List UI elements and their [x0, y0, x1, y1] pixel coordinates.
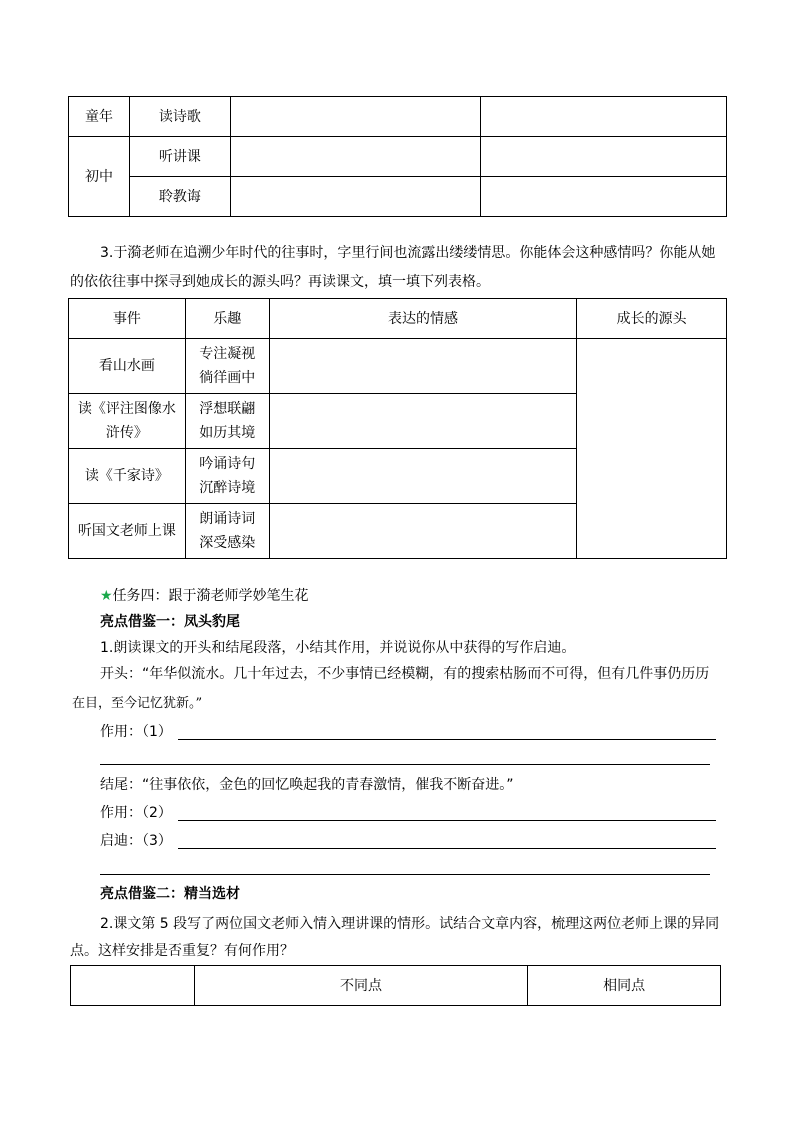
header-emotion: 表达的情感 — [269, 299, 576, 339]
question-1: 1.朗读课文的开头和结尾段落，小结其作用，并说说你从中获得的写作启迪。 — [100, 640, 576, 656]
cell-blank[interactable] — [481, 97, 727, 137]
cell-stage: 童年 — [69, 97, 130, 137]
cell-activity: 读诗歌 — [129, 97, 230, 137]
question-2-line2: 点。这样安排是否重复？有何作用？ — [70, 943, 294, 959]
table-growth — [68, 298, 727, 559]
ending-quote: 结尾：“往事依依，金色的回忆唤起我的青春激情，催我不断奋进。” — [100, 777, 514, 793]
event-text: 看山水画 — [98, 358, 155, 374]
inspire-label: 启迪：（3） — [100, 833, 172, 849]
table-header-row — [69, 299, 727, 339]
highlight-1-title: 亮点借鉴一：凤头豹尾 — [100, 614, 240, 630]
table-header-row — [71, 966, 721, 1006]
header-differences: 不同点 — [194, 966, 527, 1006]
cell-blank[interactable] — [269, 504, 576, 559]
cell-joy — [185, 339, 269, 394]
joy-text: 浮想联翩 — [199, 401, 256, 417]
event-text: 浒传》 — [105, 425, 148, 441]
cell-activity: 听讲课 — [129, 137, 230, 177]
question-2-line1: 2.课文第 5 段写了两位国文老师入情入理讲课的情形。试结合文章内容，梳理这两位老师上课的异同 — [100, 916, 720, 932]
cell-blank[interactable] — [481, 137, 727, 177]
event-text: 听国文老师上课 — [77, 523, 176, 539]
cell-event — [69, 449, 186, 504]
question-3-line1: 3.于漪老师在追溯少年时代的往事时，字里行间也流露出缕缕情思。你能体会这种感情吗？你能从她 — [100, 245, 716, 261]
task-4-heading — [100, 586, 309, 606]
cell-blank[interactable] — [230, 97, 481, 137]
joy-text: 朗诵诗词 — [199, 511, 256, 527]
joy-text: 徜徉画中 — [199, 370, 256, 386]
cell-event — [69, 394, 186, 449]
table-stages — [68, 96, 727, 217]
header-source: 成长的源头 — [577, 299, 727, 339]
star-icon: ★ — [100, 588, 113, 604]
question-3-line2: 的依依往事中探寻到她成长的源头吗？再读课文，填一填下列表格。 — [70, 274, 490, 290]
table-row — [69, 137, 727, 177]
joy-text: 吟诵诗句 — [199, 456, 256, 472]
cell-joy — [185, 449, 269, 504]
cell-joy — [185, 504, 269, 559]
header-blank — [71, 966, 195, 1006]
cell-blank[interactable] — [230, 137, 481, 177]
table-row — [69, 97, 727, 137]
event-text: 读《评注图像水 — [77, 401, 176, 417]
answer-line-inspire[interactable] — [178, 848, 716, 849]
effect-2-label: 作用：（2） — [100, 805, 172, 821]
joy-text: 沉醉诗境 — [199, 480, 256, 496]
header-event: 事件 — [69, 299, 186, 339]
answer-line-inspire-b[interactable] — [100, 874, 710, 875]
table-compare — [70, 965, 721, 1006]
answer-line-effect-1[interactable] — [178, 739, 716, 740]
answer-line-effect-1b[interactable] — [100, 764, 710, 765]
cell-blank[interactable] — [481, 177, 727, 217]
cell-event — [69, 504, 186, 559]
joy-text: 专注凝视 — [199, 346, 256, 362]
table-row — [69, 339, 727, 394]
cell-blank-source[interactable] — [577, 339, 727, 559]
effect-1-label: 作用：（1） — [100, 724, 172, 740]
cell-blank[interactable] — [269, 339, 576, 394]
opening-line2: 在目，至今记忆犹新。” — [72, 696, 203, 711]
joy-text: 如历其境 — [199, 425, 256, 441]
joy-text: 深受感染 — [199, 535, 256, 551]
opening-label — [100, 664, 709, 684]
header-similarities: 相同点 — [528, 966, 721, 1006]
header-joy: 乐趣 — [185, 299, 269, 339]
cell-activity: 聆教诲 — [129, 177, 230, 217]
cell-stage: 初中 — [69, 137, 130, 217]
cell-blank[interactable] — [230, 177, 481, 217]
cell-event — [69, 339, 186, 394]
cell-joy — [185, 394, 269, 449]
task-4-title: 任务四：跟于漪老师学妙笔生花 — [112, 588, 309, 604]
opening-line1: 开头：“年华似流水。几十年过去，不少事情已经模糊，有的搜索枯肠而不可得，但有几件事仍历历 — [100, 666, 710, 682]
answer-line-effect-2[interactable] — [178, 820, 716, 821]
table-row — [69, 177, 727, 217]
event-text: 读《千家诗》 — [84, 468, 169, 484]
cell-blank[interactable] — [269, 394, 576, 449]
highlight-2-title: 亮点借鉴二：精当选材 — [100, 886, 240, 902]
cell-blank[interactable] — [269, 449, 576, 504]
